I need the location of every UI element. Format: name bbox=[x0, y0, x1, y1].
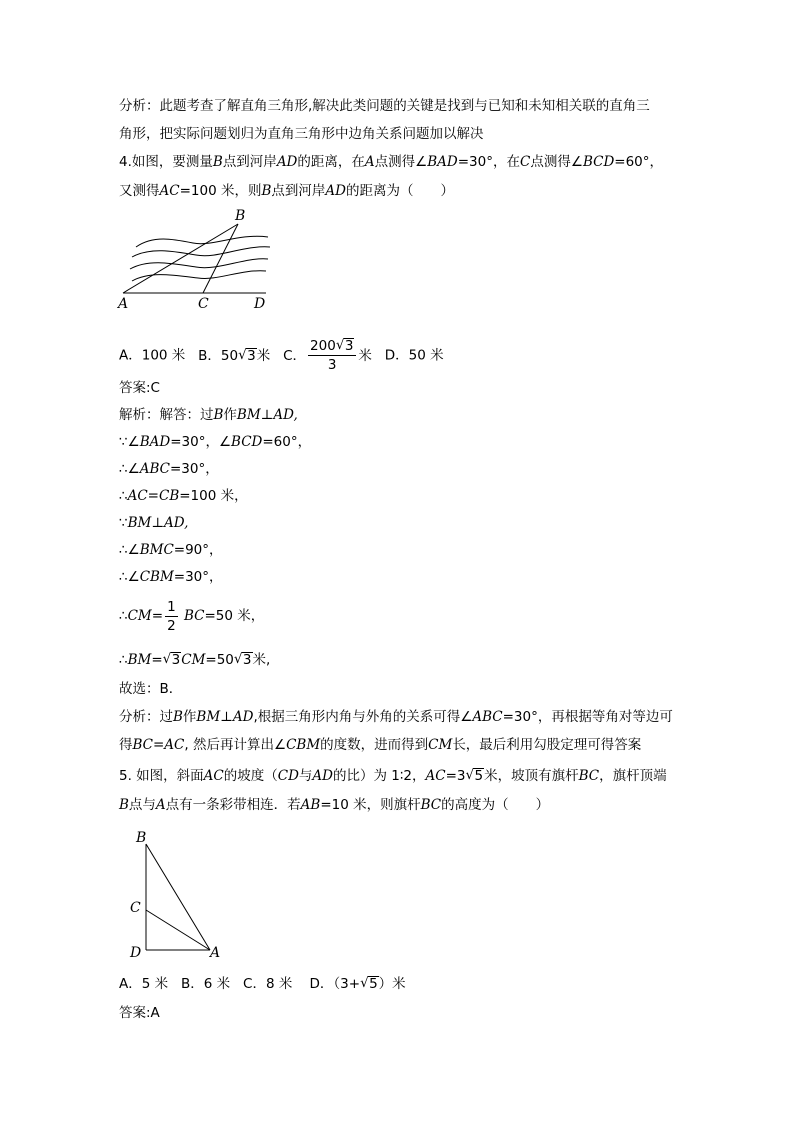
q4-sol-line3: ∴∠ABC=30°， bbox=[119, 461, 219, 477]
q4-option-a: A．100 米 bbox=[119, 347, 186, 364]
q4-sol-line4: ∴AC=CB=100 米， bbox=[119, 488, 248, 504]
q4-analysis-line2: 得BC=AC, 然后再计算出∠CBM的度数，进而得到CM长，最后利用勾股定理可得答案 bbox=[119, 737, 642, 753]
q4-option-b: B．50√ 3米 bbox=[198, 348, 270, 364]
q4-label-b: B bbox=[235, 208, 246, 224]
q4-option-c: C． $\frac{200√ 3}{3}$ 米 bbox=[283, 348, 372, 364]
q4-sol-line7: ∴∠CBM=30°， bbox=[119, 569, 223, 585]
q5-label-a: A bbox=[210, 945, 221, 961]
q5-options bbox=[119, 974, 406, 994]
q4-label-d: D bbox=[254, 296, 266, 312]
q5-option-c: C．8 米 bbox=[243, 976, 293, 992]
q4-river-wave-2 bbox=[132, 247, 270, 257]
q5-answer: 答案:A bbox=[119, 1005, 160, 1021]
q5-stem-line2: B点与A点有一条彩带相连．若AB=10 米，则旗杆BC的高度为（ ） bbox=[119, 797, 550, 813]
q4-sol-line5: ∵BM⊥AD, bbox=[119, 515, 189, 531]
q4-stem-line2: 又测得AC=100 米，则B点到河岸AD的距离为（ ） bbox=[119, 183, 454, 199]
q4-figure bbox=[118, 205, 278, 313]
q4-label-a: A bbox=[118, 296, 129, 312]
analysis-prev-line1: 分析：此题考查了解直角三角形,解决此类问题的关键是找到与已知和未知相关联的直角三 bbox=[119, 98, 650, 114]
q4-sol-line8: ∴CM= $\frac{1}{2}$ BC=50 米， bbox=[119, 598, 265, 634]
q4-label-c: C bbox=[198, 296, 209, 312]
q4-sol-line9: ∴BM=√ 3CM=50√ 3米, bbox=[119, 650, 270, 670]
q4-sol-line1: 解析：解答：过B作BM⊥AD, bbox=[119, 407, 298, 423]
q4-stem-line1: 4.如图，要测量B点到河岸AD的距离，在A点测得∠BAD=30°，在C点测得∠BCD=60°， bbox=[119, 154, 664, 170]
q4-sol-line10: 故选：B． bbox=[119, 681, 183, 697]
q4-analysis-line1: 分析：过B作BM⊥AD,根据三角形内角与外角的关系可得∠ABC=30°，再根据等角对等边可 bbox=[119, 709, 673, 725]
q5-label-c: C bbox=[130, 900, 141, 916]
q5-line-ba bbox=[146, 844, 210, 950]
q5-label-b: B bbox=[136, 830, 147, 846]
q5-option-b: B．6 米 bbox=[181, 976, 231, 992]
q5-figure bbox=[128, 828, 228, 962]
q5-option-a: A．5 米 bbox=[119, 976, 169, 992]
q4-sol-line2: ∵∠BAD=30°，∠BCD=60°， bbox=[119, 434, 312, 450]
q5-line-ca bbox=[146, 910, 210, 950]
q5-label-d: D bbox=[130, 945, 142, 961]
q4-option-d: D．50 米 bbox=[384, 347, 444, 364]
q5-option-d: D．（3+√ 5）米 bbox=[310, 976, 406, 992]
q4-river-wave-3 bbox=[130, 259, 268, 269]
analysis-prev-line2: 角形，把实际问题划归为直角三角形中边角关系问题加以解决 bbox=[119, 126, 484, 142]
q5-stem-line1: 5. 如图，斜面AC的坡度（CD与AD的比）为 1∶2，AC=3√ 5米，坡顶有旗杆BC，旗杆顶端 bbox=[119, 766, 667, 786]
q4-answer: 答案:C bbox=[119, 380, 160, 396]
q4-sol-line6: ∴∠BMC=90°， bbox=[119, 542, 223, 558]
q4-options bbox=[119, 337, 444, 374]
